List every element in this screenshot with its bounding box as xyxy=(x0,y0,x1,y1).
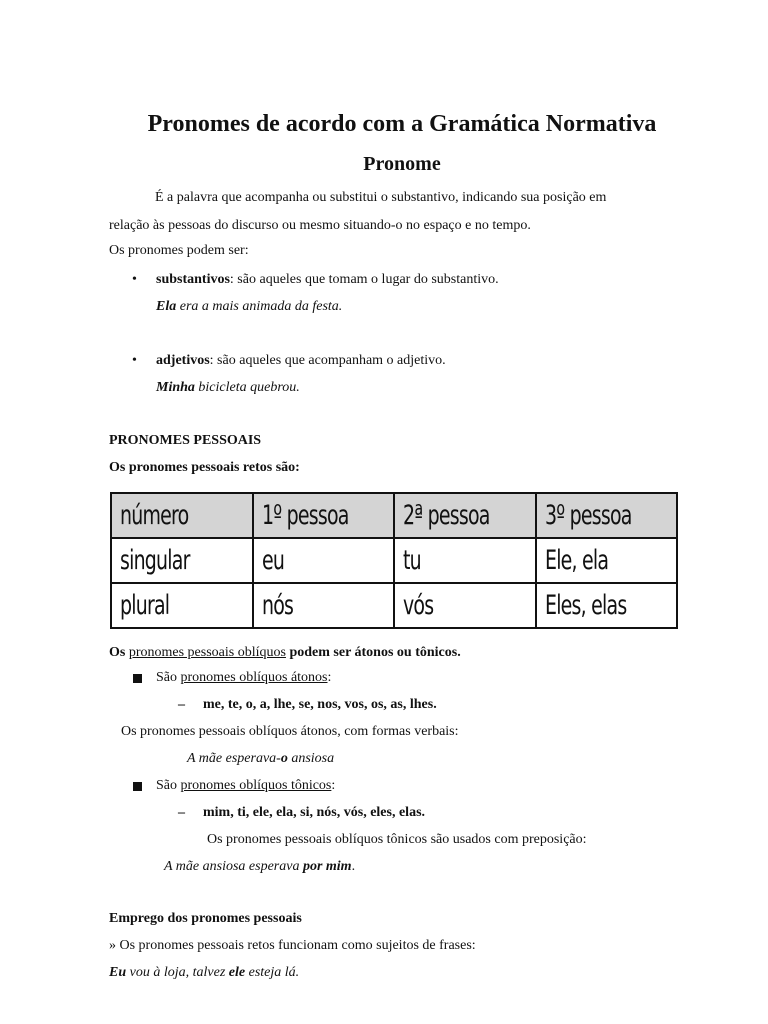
table-header-row xyxy=(111,493,677,538)
atonos-usage: Os pronomes pessoais oblíquos átonos, com formas verbais: xyxy=(121,724,459,739)
example-adjetivos xyxy=(156,380,300,396)
bullet-substantivos: • xyxy=(132,272,137,287)
emprego-line-1: » Os pronomes pessoais retos funcionam como sujeitos de frases: xyxy=(109,938,476,953)
tonicos-example: A mãe ansiosa esperava por mim. xyxy=(164,859,356,874)
tonicos-label: São pronomes oblíquos tônicos: xyxy=(156,778,336,793)
table-cell: nós xyxy=(253,583,395,628)
emprego-heading: Emprego dos pronomes pessoais xyxy=(109,911,302,926)
square-bullet-atonos xyxy=(133,674,142,683)
example-bold: Ela xyxy=(156,299,177,314)
table-cell: tu xyxy=(394,538,536,583)
type-term: substantivos xyxy=(156,272,230,287)
table-cell: vós xyxy=(394,583,536,628)
type-definition: : são aqueles que tomam o lugar do substantivo. xyxy=(229,272,499,287)
example-rest: bicicleta quebrou. xyxy=(194,380,300,395)
table-header-cell: número xyxy=(111,493,253,538)
type-adjetivos xyxy=(156,353,446,369)
page-subtitle: Pronome xyxy=(363,153,441,175)
obliquos-intro: Os pronomes pessoais oblíquos podem ser átonos ou tônicos. xyxy=(109,645,461,660)
pronouns-table xyxy=(110,492,678,629)
atonos-label: São pronomes oblíquos átonos: xyxy=(156,670,332,685)
atonos-dash: – xyxy=(178,697,185,712)
table-cell: plural xyxy=(111,583,253,628)
page-title: Pronomes de acordo com a Gramática Normativa xyxy=(147,111,657,137)
table-header-cell: 2ª pessoa xyxy=(394,493,536,538)
intro-line-2: relação às pessoas do discurso ou mesmo situando-o no espaço e no tempo. xyxy=(109,218,531,233)
intro-line-1: É a palavra que acompanha ou substitui o substantivo, indicando sua posição em xyxy=(155,190,607,205)
retos-heading: Os pronomes pessoais retos são: xyxy=(109,460,300,475)
table-cell: Eles, elas xyxy=(536,583,678,628)
atonos-list: me, te, o, a, lhe, se, nos, vos, os, as, lhes. xyxy=(203,697,437,712)
table-row xyxy=(111,538,677,583)
atonos-example: A mãe esperava-o ansiosa xyxy=(187,751,335,766)
square-bullet-tonicos xyxy=(133,782,142,791)
table-row xyxy=(111,583,677,628)
example-substantivos xyxy=(156,299,342,315)
example-rest: era a mais animada da festa. xyxy=(176,299,343,314)
tonicos-usage: Os pronomes pessoais oblíquos tônicos são usados com preposição: xyxy=(207,832,587,847)
section-heading-pessoais: PRONOMES PESSOAIS xyxy=(109,433,262,448)
example-bold: Minha xyxy=(156,380,195,395)
table-header-cell: 1º pessoa xyxy=(253,493,395,538)
table-cell: Ele, ela xyxy=(536,538,678,583)
type-definition: : são aqueles que acompanham o adjetivo. xyxy=(209,353,446,368)
bullet-adjetivos: • xyxy=(132,353,137,368)
table-cell: singular xyxy=(111,538,253,583)
tonicos-list: mim, ti, ele, ela, si, nós, vós, eles, elas. xyxy=(203,805,426,820)
type-substantivos xyxy=(156,272,499,288)
emprego-example: Eu vou à loja, talvez ele esteja lá. xyxy=(109,965,300,980)
table-cell: eu xyxy=(253,538,395,583)
type-term: adjetivos xyxy=(156,353,210,368)
intro-line-3: Os pronomes podem ser: xyxy=(109,243,249,258)
tonicos-dash: – xyxy=(178,805,185,820)
table-header-cell: 3º pessoa xyxy=(536,493,678,538)
